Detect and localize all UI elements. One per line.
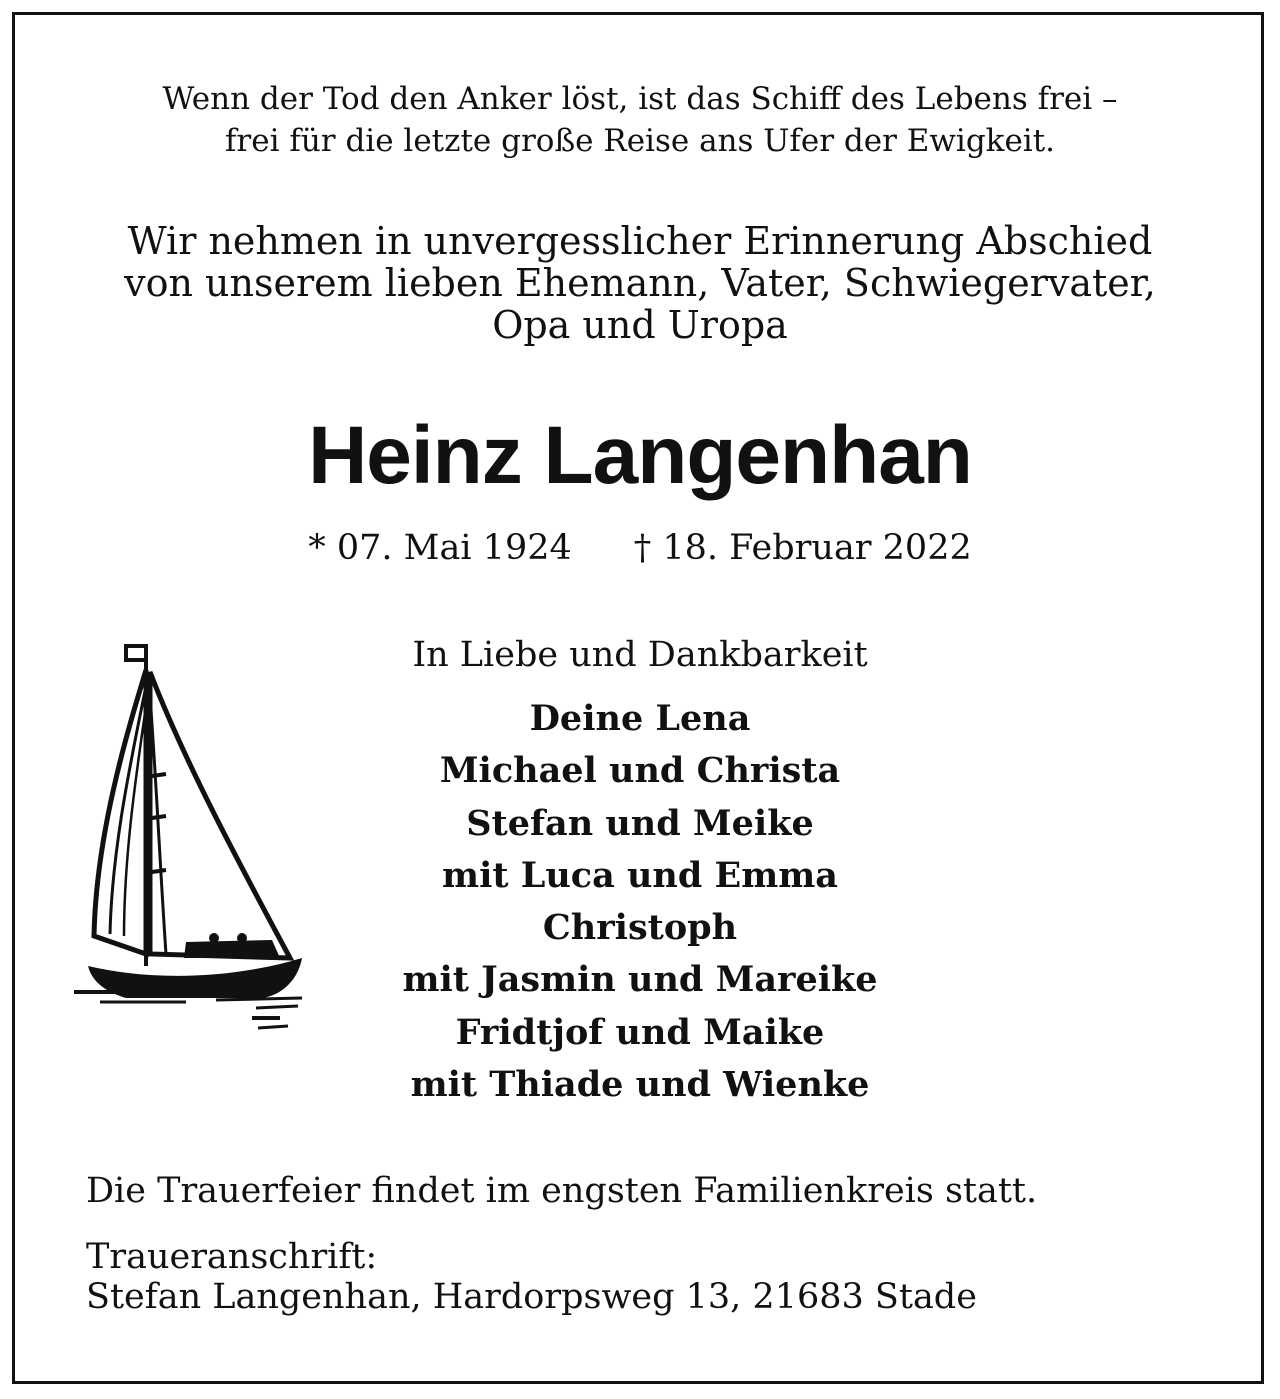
birth-date: * 07. Mai 1924 [308,528,572,568]
death-date: † 18. Februar 2022 [633,528,972,568]
signer: mit Thiade und Wienke [410,1064,870,1106]
intro-line: Wir nehmen in unvergesslicher Erinnerung Abschied [127,219,1153,263]
address-label: Traueranschrift: [86,1237,378,1277]
signer: Deine Lena [529,698,751,739]
motto-line: frei für die letzte große Reise ans Ufer der Ewigkeit. [224,123,1056,159]
signer: mit Luca und Emma [442,854,838,896]
intro-line: von unserem lieben Ehemann, Vater, Schwiegervater, [124,261,1156,305]
signer: Stefan und Meike [466,802,814,844]
ceremony-note: Die Trauerfeier findet im engsten Familienkreis statt. [86,1171,1038,1211]
sailboat-icon [66,636,316,1041]
deceased-name: Heinz Langenhan [308,410,972,501]
motto-line: Wenn der Tod den Anker löst, ist das Schiff des Lebens frei – [162,81,1118,117]
motto [0,78,1280,162]
dedication: In Liebe und Dankbarkeit [412,635,868,675]
signer: Christoph [542,907,738,949]
address-value: Stefan Langenhan, Hardorpsweg 13, 21683 Stade [86,1277,977,1317]
life-dates [0,526,1280,570]
signer: Fridtjof und Maike [455,1011,825,1053]
intro-line: Opa und Uropa [492,303,788,347]
intro-text [0,220,1280,346]
signer: mit Jasmin und Mareike [402,959,878,1001]
signer: Michael und Christa [439,750,841,792]
mourning-address [86,1237,977,1317]
